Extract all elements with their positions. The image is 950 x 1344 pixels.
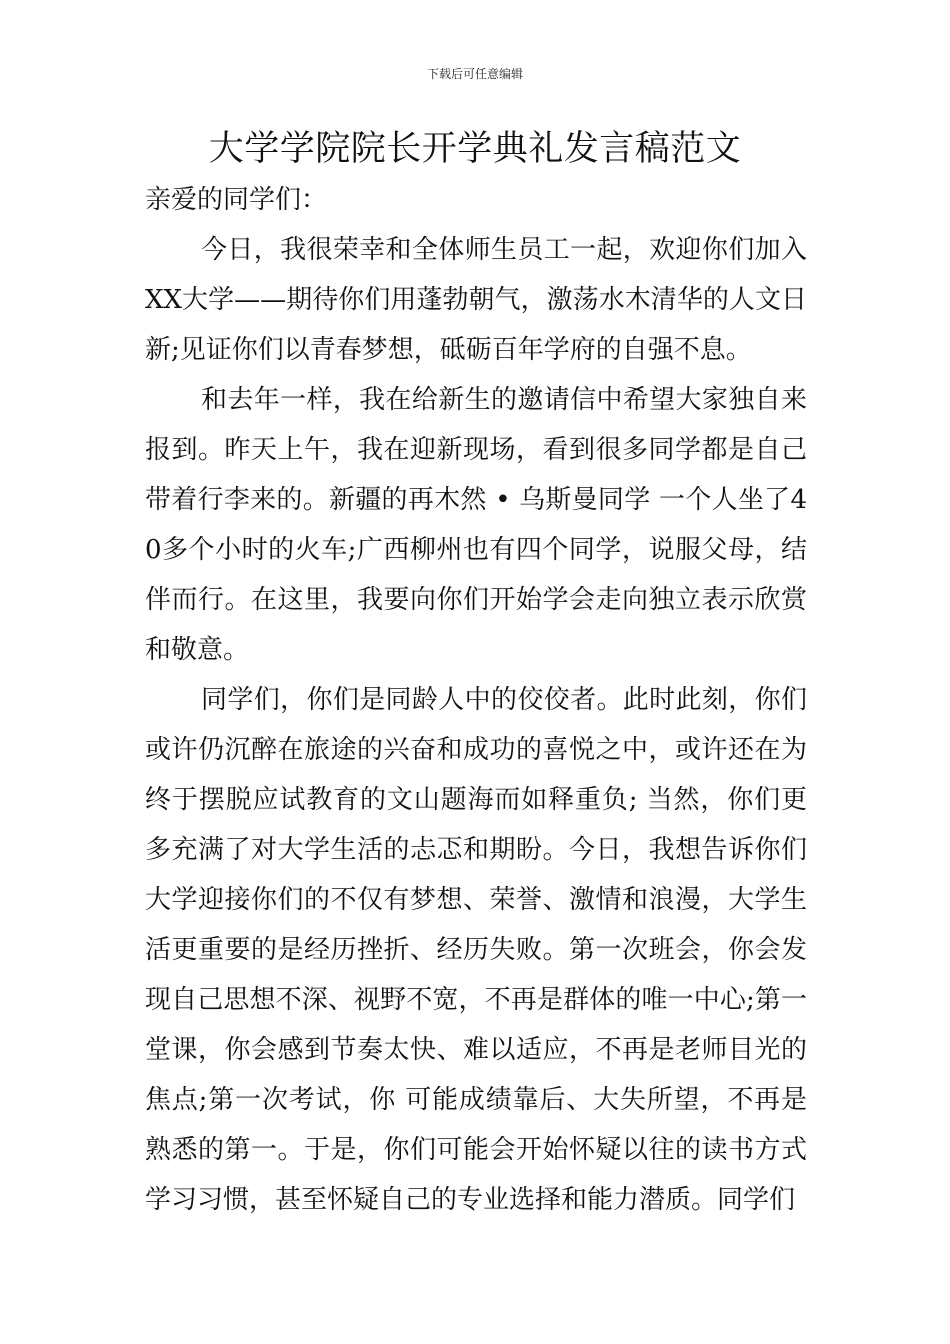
salutation: 亲爱的同学们： [145,185,328,215]
header-note: 下载后可任意编辑 [426,67,523,81]
document-title: 大学学院院长开学典礼发言稿范文 [208,129,742,169]
paragraph-3: 同学们，你们是同龄人中的佼佼者。此时此刻，你们或许仍沉醉在旅途的兴奋和成功的喜悦之中，或许还在为终于摆脱应试教育的文山题海而如释重负; 当然，你们更多充满了对大学生活的忐忑和期盼。今日，我想告诉你们大学迎接你们的不仅有梦想、荣誉、激情和浪漫，大学生活更重要的是经历挫折、经历失败。第一次班会，你会发现自己思想不深、视野不宽，不再是群体的唯一中心;第一堂课，你会感到节奏太快、难以适应，不再是老师目光的焦点;第一次考试，你 可能成绩靠后、大失所望，不再是熟悉的第一。于是，你们可能会开始怀疑以往的读书方式学习习惯，甚至怀疑自己的专业选择和能力潜质。同学们 [145,685,807,1215]
paragraph-1: 今日，我很荣幸和全体师生员工一起，欢迎你们加入XX大学——期待你们用蓬勃朝气，激荡水木清华的人文日新;见证你们以青春梦想，砥砺百年学府的自强不息。 [145,235,807,365]
document-body [145,175,807,1225]
paragraph-2: 和去年一样，我在给新生的邀请信中希望大家独自来报到。昨天上午，我在迎新现场，看到很多同学都是自己带着行李来的。新疆的再木然 • 乌斯曼同学 一个人坐了40多个小时的火车;广西柳州也有四个同学，说服父母，结伴而行。在这里，我要向你们开始学会走向独立表示欣赏和敬意。 [145,385,807,665]
